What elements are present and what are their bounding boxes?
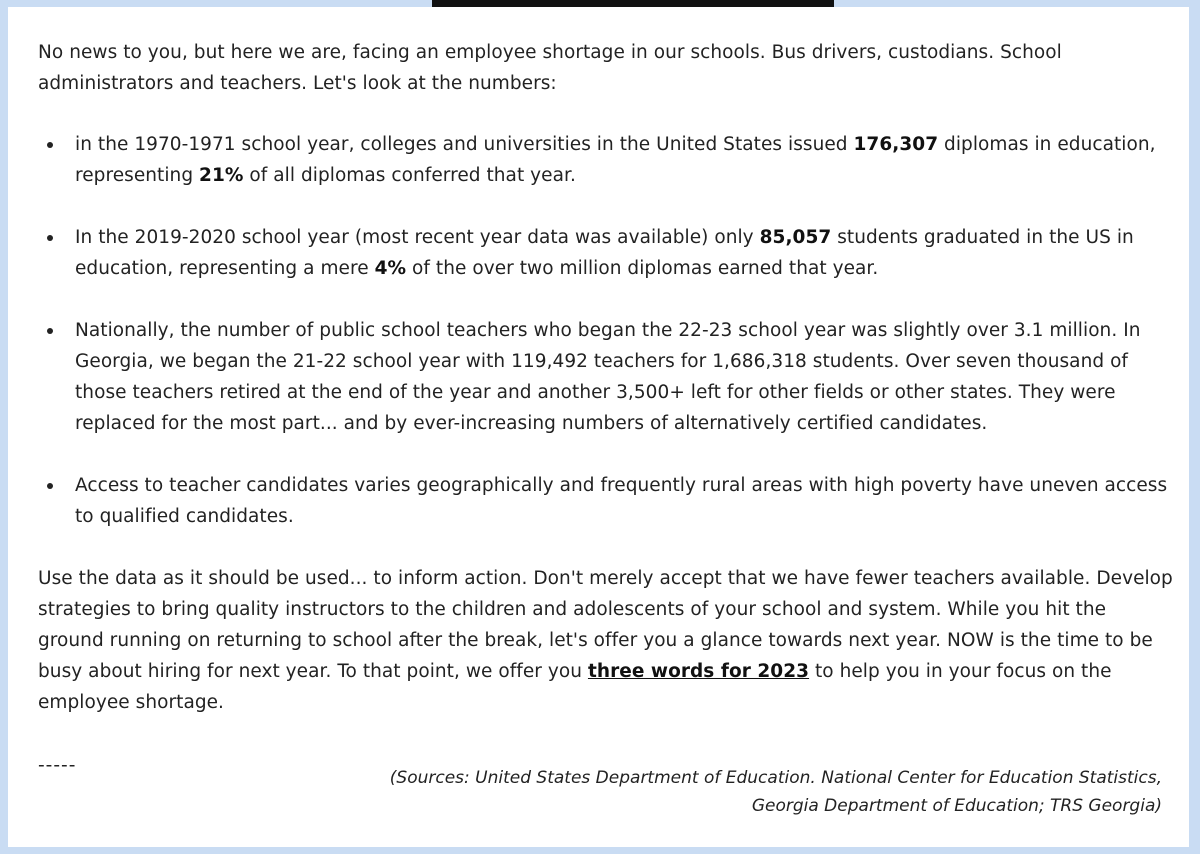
bold-figure: 85,057 xyxy=(759,227,832,248)
sources-line-1: (Sources: United States Department of Education. National Center for Education Statistics, xyxy=(389,768,1162,788)
document-card xyxy=(8,7,1189,847)
list-item xyxy=(38,315,1173,439)
bullet-text: of all diplomas conferred that year. xyxy=(243,165,576,186)
list-item xyxy=(38,222,1173,284)
bullet-text: in the 1970-1971 school year, colleges and universities in the United States issued xyxy=(75,134,854,155)
closing-text: Use the data as it should be used... to inform action. Don't merely accept that we have fewer teachers available. Develop strategies to bring quality instructors to the children and adolescents of your school and system. While you hit the ground running on returning to school after the break, let's offer you a glance towards next year. NOW is the time to be busy about hiring for next year. To that point, we offer you xyxy=(38,568,1173,682)
bullet-text: diplomas in education, representing xyxy=(75,134,1156,186)
bullet-text: Nationally, the number of public school teachers who began the 22-23 school year was slightly over 3.1 million. In Georgia, we began the 21-22 school year with 119,492 teachers for 1,686,318 students. Over seven thousand of those teachers retired at the end of the year and another 3,500+ left for other fields or other states. They were replaced for the most part... and by ever-increasing numbers of alternatively certified candidates. xyxy=(75,320,1141,434)
closing-paragraph xyxy=(38,563,1173,718)
top-tab-decoration xyxy=(432,0,834,7)
three-words-link[interactable]: three words for 2023 xyxy=(587,661,810,682)
sources-citation xyxy=(390,764,1162,820)
bold-figure: 21% xyxy=(199,165,244,186)
closing-text: to help you in your focus on the employee shortage. xyxy=(38,661,1112,713)
document-body xyxy=(38,37,1173,781)
bullet-text: students graduated in the US in education, representing a mere xyxy=(75,227,1134,279)
list-item xyxy=(38,470,1173,532)
bullet-text: In the 2019-2020 school year (most recent year data was available) only xyxy=(75,227,760,248)
statistics-list xyxy=(38,129,1173,532)
sources-line-2: Georgia Department of Education; TRS Georgia) xyxy=(751,796,1162,816)
bold-figure: 176,307 xyxy=(853,134,939,155)
bold-figure: 4% xyxy=(374,258,407,279)
list-item xyxy=(38,129,1173,191)
intro-paragraph: No news to you, but here we are, facing an employee shortage in our schools. Bus drivers, custodians. School administrators and teachers. Let's look at the numbers: xyxy=(38,42,1062,94)
bullet-text: Access to teacher candidates varies geographically and frequently rural areas with high poverty have uneven access to qualified candidates. xyxy=(75,475,1168,527)
separator: ----- xyxy=(38,755,77,776)
bullet-text: of the over two million diplomas earned that year. xyxy=(406,258,879,279)
